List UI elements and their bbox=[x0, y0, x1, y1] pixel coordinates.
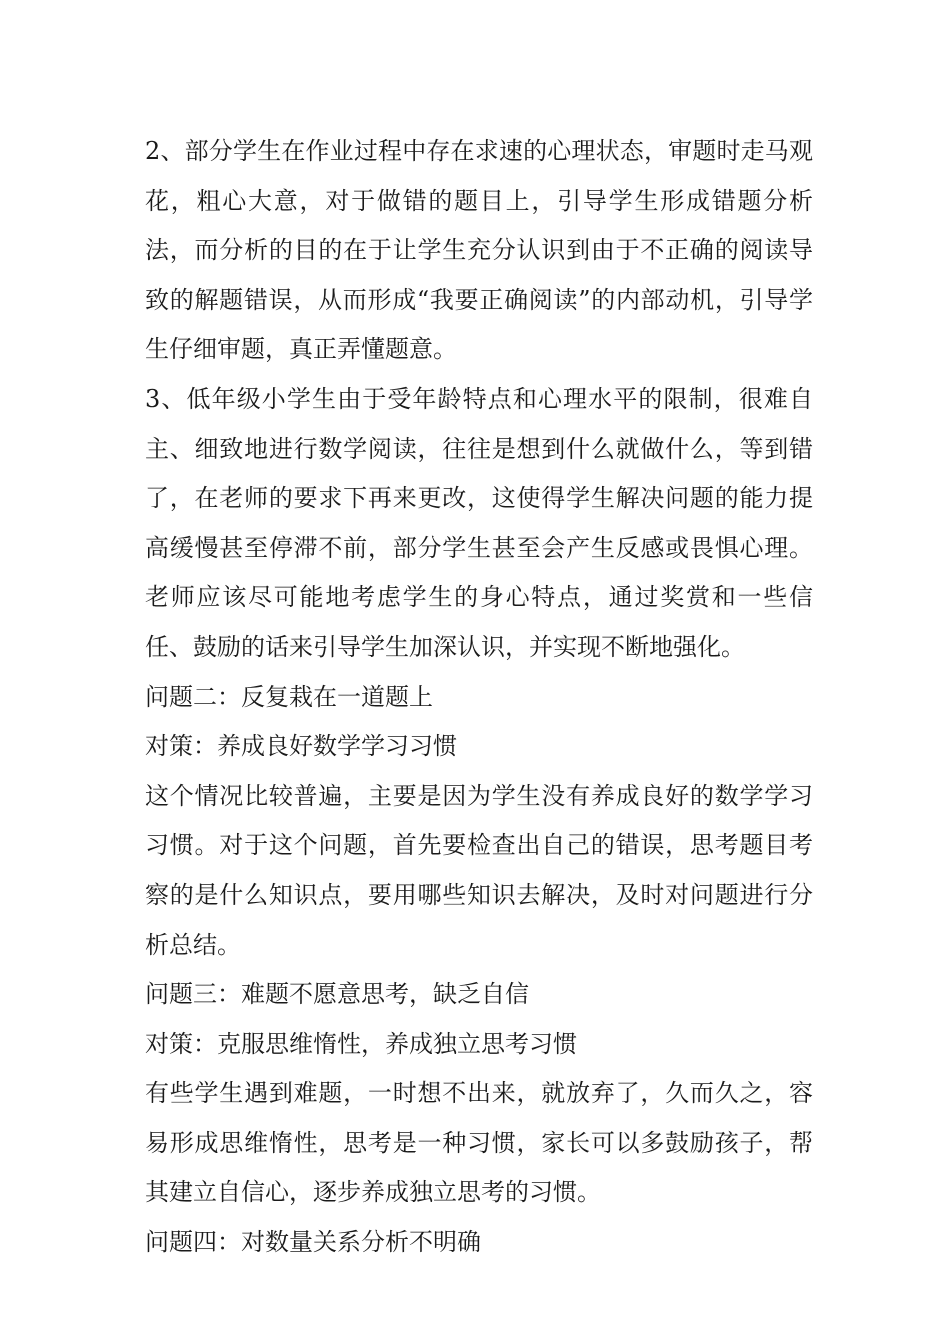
strategy-two-body: 这个情况比较普遍，主要是因为学生没有养成良好的数学学习习惯。对于这个问题，首先要检查出自己的错误，思考题目考察的是什么知识点，要用哪些知识去解决，及时对问题进行分析总结。 bbox=[145, 781, 813, 959]
paragraph-point-2: 2、部分学生在作业过程中存在求速的心理状态，审题时走马观花，粗心大意，对于做错的题目上，引导学生形成错题分析法，而分析的目的在于让学生充分认识到由于不正确的阅读导致的解题错误，从而形成“我要正确阅读”的内部动机，引导学生仔细审题，真正弄懂题意。 bbox=[145, 137, 813, 364]
strategy-two-heading: 对策：养成良好数学学习习惯 bbox=[145, 732, 457, 761]
paragraph-point-3: 3、低年级小学生由于受年龄特点和心理水平的限制，很难自主、细致地进行数学阅读，往往是想到什么就做什么，等到错了，在老师的要求下再来更改，这使得学生解决问题的能力提高缓慢甚至停滞不前，部分学生甚至会产生反感或畏惧心理。老师应该尽可能地考虑学生的身心特点，通过奖赏和一些信任、鼓励的话来引导学生加深认识，并实现不断地强化。 bbox=[145, 384, 813, 661]
problem-three-heading: 问题三：难题不愿意思考，缺乏自信 bbox=[145, 980, 529, 1009]
document-body bbox=[145, 127, 813, 1268]
problem-two-heading: 问题二：反复栽在一道题上 bbox=[145, 682, 433, 711]
strategy-three-heading: 对策：克服思维惰性，养成独立思考习惯 bbox=[145, 1029, 577, 1058]
strategy-three-body: 有些学生遇到难题，一时想不出来，就放弃了，久而久之，容易形成思维惰性，思考是一种习惯，家长可以多鼓励孩子，帮其建立自信心，逐步养成独立思考的习惯。 bbox=[145, 1079, 813, 1207]
problem-four-heading: 问题四：对数量关系分析不明确 bbox=[145, 1228, 481, 1257]
